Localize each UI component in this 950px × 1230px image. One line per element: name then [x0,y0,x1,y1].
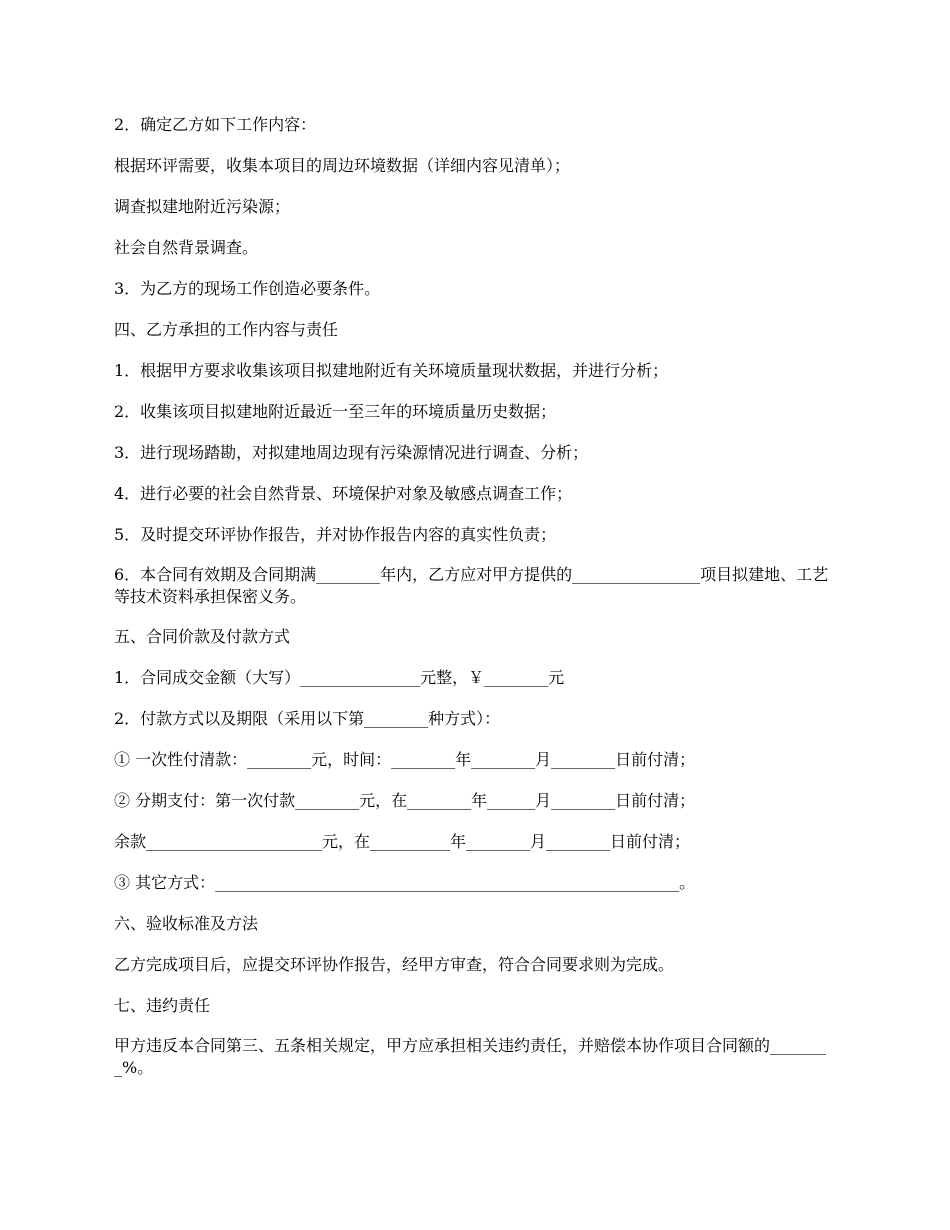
section-4-item-1: 1．根据甲方要求收集该项目拟建地附近有关环境质量现状数据，并进行分析； [114,361,669,380]
section-4-item-4: 4．进行必要的社会自然背景、环境保护对象及敏感点调查工作； [114,484,573,503]
task-collect-env-data: 根据环评需要，收集本项目的周边环境数据（详细内容见清单）； [114,156,571,175]
section-4-item-5: 5．及时提交环评协作报告，并对协作报告内容的真实性负责； [114,525,557,544]
section-4-item-2: 2．收集该项目拟建地附近最近一至三年的环境质量历史数据； [114,402,557,421]
section-4-item-3: 3．进行现场踏勘，对拟建地周边现有污染源情况进行调查、分析； [114,443,589,462]
payment-option-2: ② 分期支付：第一次付款________元，在________年______月________日前付清； [114,791,696,810]
section-4-heading: 四、乙方承担的工作内容与责任 [114,320,339,339]
payment-balance: 余款______________________元，在__________年________月________日前付清； [114,832,691,851]
section-4-item-6: 6．本合同有效期及合同期满________年内，乙方应对甲方提供的________________项目拟建地、工艺等技术资料承担保密义务。 [114,565,829,606]
clause-2-heading: 2．确定乙方如下工作内容： [114,115,317,134]
payment-method-line: 2．付款方式以及期限（采用以下第________种方式）： [114,709,501,728]
task-social-background: 社会自然背景调查。 [114,238,259,257]
clause-3: 3．为乙方的现场工作创造必要条件。 [114,279,381,298]
contract-amount-line: 1．合同成交金额（大写）_______________元整，￥________元 [114,668,565,687]
payment-option-3: ③ 其它方式：__________________________________________________________。 [114,873,696,892]
payment-option-1: ① 一次性付清款：________元，时间：________年________月________日前付清； [114,750,696,769]
liability-clause: 甲方违反本合同第三、五条相关规定，甲方应承担相关违约责任，并赔偿本协作项目合同额的________%。 [114,1036,827,1077]
section-7-heading: 七、违约责任 [114,996,211,1015]
acceptance-criteria: 乙方完成项目后，应提交环评协作报告，经甲方审查，符合合同要求则为完成。 [114,955,675,974]
section-5-heading: 五、合同价款及付款方式 [114,627,291,646]
task-survey-pollution: 调查拟建地附近污染源； [114,197,291,216]
document-page [114,113,844,1096]
section-6-heading: 六、验收标准及方法 [114,914,259,933]
